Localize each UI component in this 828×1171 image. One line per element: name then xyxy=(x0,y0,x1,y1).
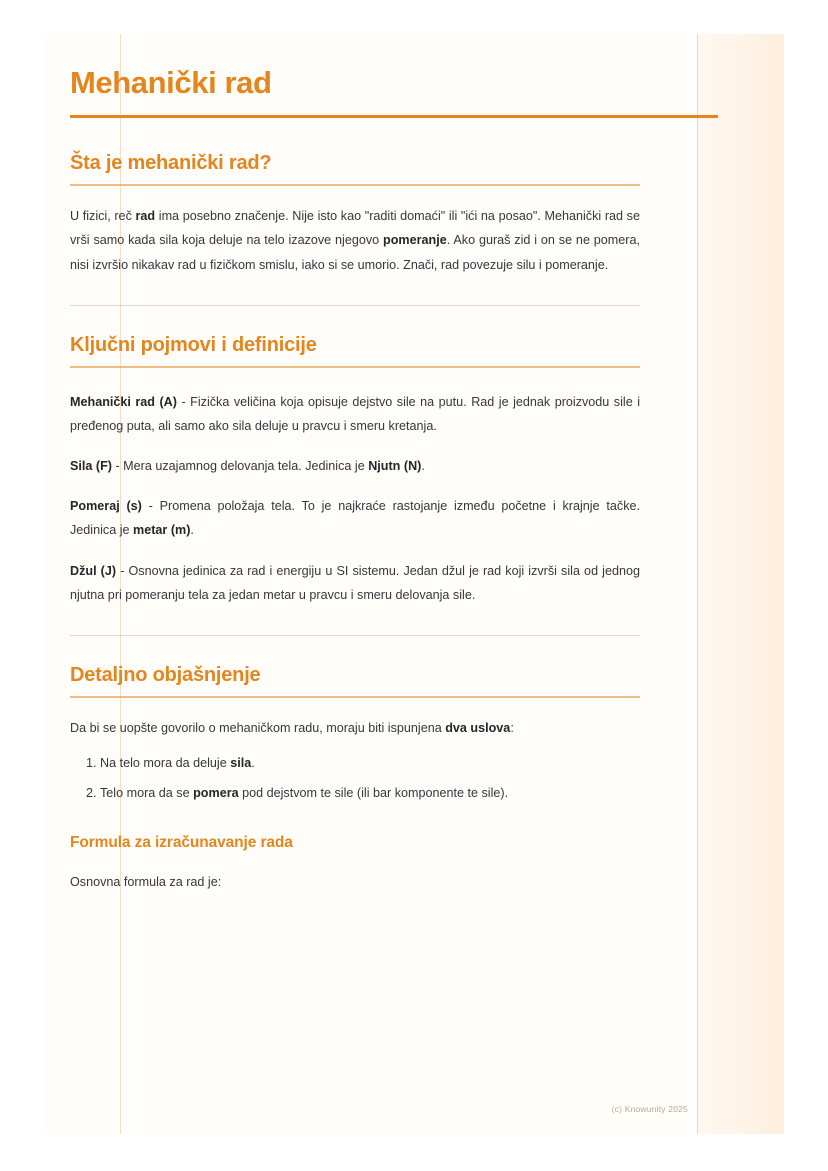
footer-copyright: (c) Knowunity 2025 xyxy=(611,1104,688,1114)
section-heading-3: Detaljno objašnjenje xyxy=(70,663,261,686)
conditions-list xyxy=(70,752,640,806)
section-3-closing: Osnovna formula za rad je: xyxy=(70,874,222,889)
section-2-paragraph-1: Mehanički rad (A) - Fizička veličina koja opisuje dejstvo sile na putu. Rad je jednak proizvodu sile i pređenog puta, ali samo ako sila deluje u pravcu i smeru kretanja. xyxy=(70,394,641,433)
section-1-paragraph-1: U fizici, reč rad ima posebno značenje. Nije isto kao "raditi domaći" ili "ići na posao". Mehanički rad se vrši samo kada sila koja deluje na telo izazove njegovo pomeranje. Ako guraš zid i on se ne pomera, nisi izvršio nikakav rad u fizičkom smislu, iako si se umorio. Znači, rad povezuje silu i pomeranje. xyxy=(70,209,640,272)
document-sheet xyxy=(44,34,784,1134)
list-item: 2. Telo mora da se pomera pod dejstvom te sile (ili bar komponente te sile). xyxy=(100,782,640,806)
section-3-intro: Da bi se uopšte govorilo o mehaničkom radu, moraju biti ispunjena dva uslova: xyxy=(70,720,514,735)
subsection-heading-formula: Formula za izračunavanje rada xyxy=(70,833,293,851)
right-margin-band xyxy=(698,34,784,1134)
list-item: 1. Na telo mora da deluje sila. xyxy=(100,752,640,776)
section-2-paragraph-4: Džul (J) - Osnovna jedinica za rad i energiju u SI sistemu. Jedan džul je rad koji izvrši sila od jednog njutna pri pomeranju tela za jedan metar u pravcu i smeru delovanja sile. xyxy=(70,563,640,602)
section-heading-1: Šta je mehanički rad? xyxy=(70,152,272,175)
page-title: Mehanički rad xyxy=(70,65,272,100)
section-heading-2: Ključni pojmovi i definicije xyxy=(70,333,317,356)
document-content xyxy=(70,64,640,894)
section-2-paragraph-2: Sila (F) - Mera uzajamnog delovanja tela. Jedinica je Njutn (N). xyxy=(70,459,425,474)
section-2-paragraph-3: Pomeraj (s) - Promena položaja tela. To je najkraće rastojanje između početne i krajnje tačke. Jedinica je metar (m). xyxy=(70,499,640,538)
